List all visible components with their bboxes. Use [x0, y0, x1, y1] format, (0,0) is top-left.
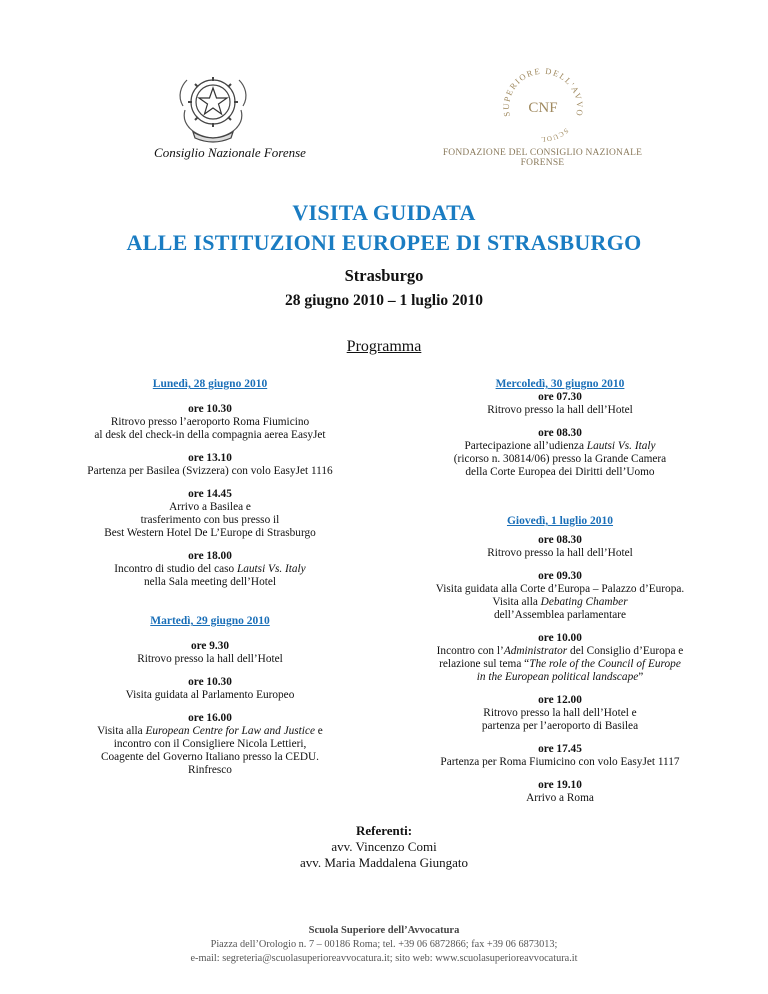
event-line: [380, 440, 740, 453]
left-column: [30, 378, 390, 787]
event-line: Ritrovo presso la hall dell’Hotel e: [483, 707, 637, 719]
event-line: Ritrovo presso la hall dell’Hotel: [487, 404, 633, 416]
event-time: ore 07.30: [538, 391, 582, 403]
text: Incontro di studio del caso: [114, 563, 237, 575]
event: [30, 676, 390, 702]
event-time: ore 13.10: [188, 452, 232, 464]
cnf-caption: Consiglio Nazionale Forense: [154, 145, 306, 160]
room-name: Debating Chamber: [540, 596, 628, 608]
case-name: Lautsi Vs. Italy: [236, 563, 306, 575]
event-line: Ritrovo presso la hall dell’Hotel: [137, 653, 283, 665]
event-time: ore 16.00: [188, 712, 232, 724]
event-line: [380, 645, 740, 658]
event-time: ore 08.30: [538, 534, 582, 546]
event-time: ore 08.30: [538, 427, 582, 439]
event-time: ore 18.00: [188, 550, 232, 562]
text: relazione sul tema “: [439, 658, 530, 670]
event-line: [30, 563, 390, 576]
event-line: Ritrovo presso l’aeroporto Roma Fiumicino: [110, 416, 310, 428]
italian-republic-emblem-icon: [163, 66, 263, 146]
program-heading: Programma: [346, 338, 422, 355]
event-time: ore 10.00: [538, 632, 582, 644]
event: [380, 694, 740, 733]
event-line: Partenza per Roma Fiumicino con volo EasyJet 1117: [440, 756, 680, 768]
event: [380, 534, 740, 560]
event-line: Partenza per Basilea (Svizzera) con volo EasyJet 1116: [87, 465, 333, 477]
event: [30, 640, 390, 666]
event-time: ore 17.45: [538, 743, 582, 755]
footer-title: Scuola Superiore dell’Avvocatura: [308, 925, 460, 936]
event-line: [30, 725, 390, 738]
event-line: Visita guidata al Parlamento Europeo: [125, 689, 295, 701]
event: [380, 570, 740, 622]
event: [30, 488, 390, 540]
event-line: partenza per l’aeroporto di Basilea: [481, 720, 639, 732]
event-line: trasferimento con bus presso il: [140, 514, 280, 526]
day-heading-wednesday: Mercoledì, 30 giugno 2010: [495, 378, 625, 390]
event-line: della Corte Europea dei Diritti dell’Uomo: [465, 466, 655, 478]
event-line: Coagente del Governo Italiano presso la CEDU.: [100, 751, 320, 763]
text: e: [314, 725, 323, 737]
event: [380, 743, 740, 769]
event-time: ore 14.45: [188, 488, 232, 500]
event-time: ore 09.30: [538, 570, 582, 582]
event-time: ore 10.30: [188, 676, 232, 688]
event-line: (ricorso n. 30814/06) presso la Grande Camera: [453, 453, 667, 465]
day-heading-tuesday: Martedì, 29 giugno 2010: [150, 615, 270, 627]
title-line-2: ALLE ISTITUZIONI EUROPEE DI STRASBURGO: [126, 230, 642, 255]
event-line: [380, 596, 740, 609]
event-line: dell’Assemblea parlamentare: [493, 609, 627, 621]
event: [380, 779, 740, 805]
dates-heading: 28 giugno 2010 – 1 luglio 2010: [284, 292, 484, 309]
event-line: Best Western Hotel De L’Europe di Strasburgo: [104, 527, 316, 539]
referent-name: avv. Maria Maddalena Giungato: [299, 855, 469, 870]
right-column: [380, 378, 740, 815]
topic-title: in the European political landscape: [476, 671, 639, 683]
event-line: Rinfresco: [188, 764, 232, 776]
seal-ring-text: SUPERIORE DELL'AVVO: [500, 65, 586, 118]
fondazione-caption: FONDAZIONE DEL CONSIGLIO NAZIONALE FORENSE: [442, 148, 643, 168]
event-line: Ritrovo presso la hall dell’Hotel: [487, 547, 633, 559]
footer-address: Piazza dell’Orologio n. 7 – 00186 Roma; tel. +39 06 6872866; fax +39 06 6873013;: [210, 939, 558, 950]
event-line: al desk del check-in della compagnia aerea EasyJet: [94, 429, 326, 441]
case-name: Lautsi Vs. Italy: [586, 440, 656, 452]
text: Partecipazione all’udienza: [464, 440, 587, 452]
event-line: Arrivo a Roma: [526, 792, 594, 804]
topic-title: The role of the Council of Europe: [529, 658, 681, 670]
event: [380, 632, 740, 684]
organization-name: European Centre for Law and Justice: [145, 725, 315, 737]
city-heading: Strasburgo: [344, 266, 424, 285]
event-line: Arrivo a Basilea e: [169, 501, 251, 513]
event: [30, 712, 390, 777]
event-line: [380, 658, 740, 671]
day-heading-monday: Lunedì, 28 giugno 2010: [152, 378, 268, 390]
event: [380, 391, 740, 417]
role-name: Administrator: [503, 645, 568, 657]
text: Visita alla: [97, 725, 146, 737]
day-heading-thursday: Giovedì, 1 luglio 2010: [506, 515, 614, 527]
event: [30, 403, 390, 442]
event: [30, 452, 390, 478]
referenti-section: [0, 823, 768, 871]
text: Visita alla: [492, 596, 541, 608]
seal-ring-text-2: SCUOL: [540, 126, 570, 144]
event-time: ore 10.30: [188, 403, 232, 415]
event-time: ore 9.30: [190, 640, 230, 652]
event-time: ore 12.00: [538, 694, 582, 706]
referenti-title: Referenti:: [355, 823, 413, 838]
text: del Consiglio d’Europa e: [567, 645, 684, 657]
footer: [0, 924, 768, 966]
text: ”: [638, 671, 644, 683]
referent-name: avv. Vincenzo Comi: [331, 839, 437, 854]
event: [30, 550, 390, 589]
cnf-school-seal-icon: [478, 58, 608, 148]
event-line: [380, 671, 740, 684]
event-line: Visita guidata alla Corte d’Europa – Palazzo d’Europa.: [435, 583, 685, 595]
event-line: incontro con il Consigliere Nicola Lettieri,: [113, 738, 307, 750]
seal-monogram: CNF: [528, 100, 558, 116]
event-line: nella Sala meeting dell’Hotel: [143, 576, 277, 588]
event-time: ore 19.10: [538, 779, 582, 791]
title-line-1: VISITA GUIDATA: [292, 200, 476, 225]
event: [380, 427, 740, 479]
footer-contacts: e-mail: segreteria@scuolasuperioreavvocatura.it; sito web: www.scuolasuperioreavvocatura.it: [190, 953, 578, 964]
text: Incontro con l’: [436, 645, 504, 657]
